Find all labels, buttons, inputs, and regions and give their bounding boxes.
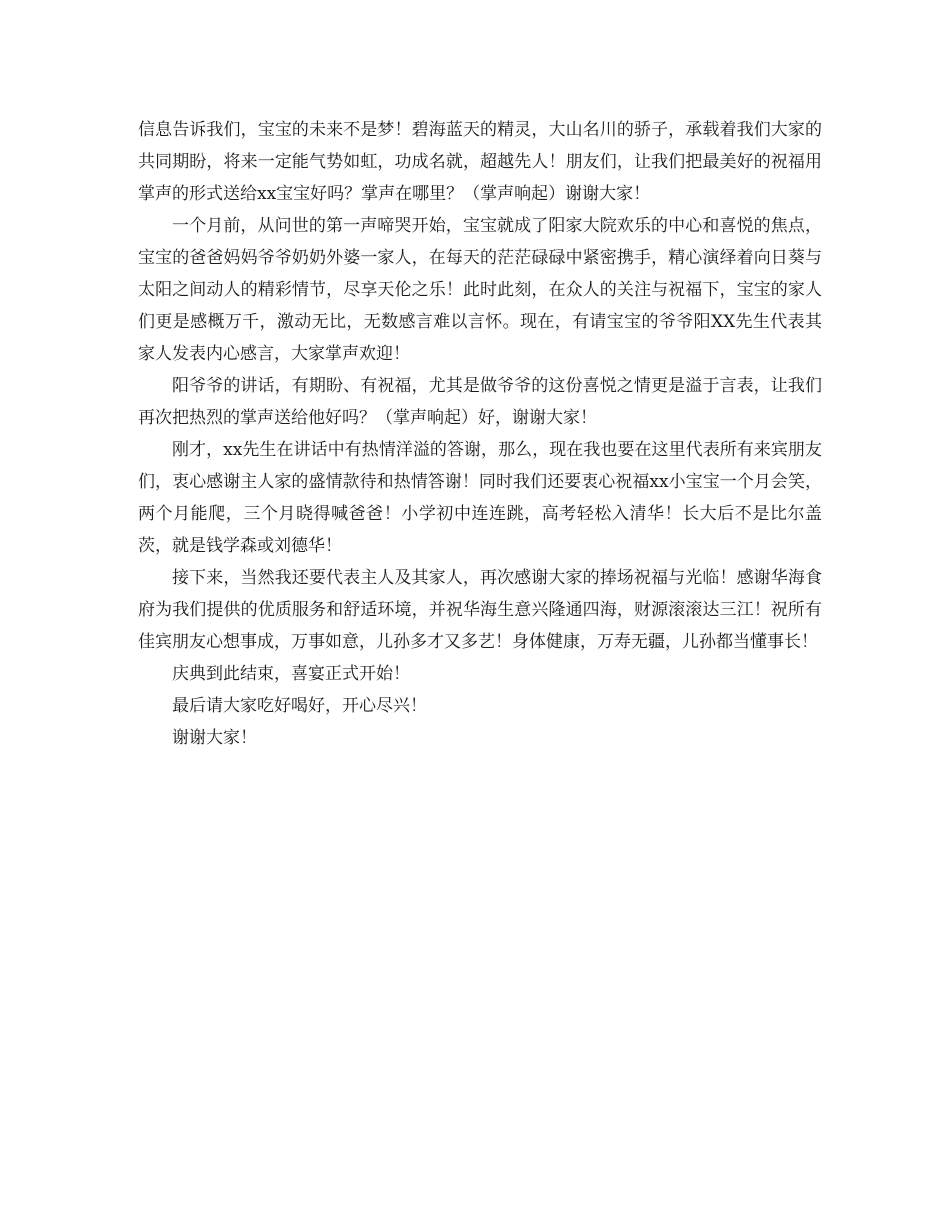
paragraph-thanks-venue: 接下来，当然我还要代表主人及其家人，再次感谢大家的捧场祝福与光临！感谢华海食府为我们提供的优质服务和舒适环境，并祝华海生意兴隆通四海，财源滚滚达三江！祝所有佳宾朋友心想事成，万事如意，儿孙多才又多艺！身体健康，万寿无疆，儿孙都当懂事长！ [138, 568, 822, 652]
paragraph-grandpa-speech: 阳爷爷的讲话，有期盼、有祝福，尤其是做爷爷的这份喜悦之情更是溢于言表，让我们再次把热烈的掌声送给他好吗？（掌声响起）好，谢谢大家！ [138, 376, 822, 428]
paragraph-final-thanks: 谢谢大家！ [172, 728, 257, 748]
paragraph-continued-blessing: 信息告诉我们，宝宝的未来不是梦！碧海蓝天的精灵，大山名川的骄子，承载着我们大家的共同期盼，将来一定能气势如虹，功成名就，超越先人！朋友们，让我们把最美好的祝福用掌声的形式送给xx宝宝好吗？掌声在哪里？（掌声响起）谢谢大家！ [138, 120, 822, 204]
paragraph-thanks-guests: 刚才，xx先生在讲话中有热情洋溢的答谢，那么，现在我也要在这里代表所有来宾朋友们，衷心感谢主人家的盛情款待和热情答谢！同时我们还要衷心祝福xx小宝宝一个月会笑，两个月能爬，三个月晓得喊爸爸！小学初中连连跳，高考轻松入清华！长大后不是比尔盖茨，就是钱学森或刘德华！ [138, 440, 822, 556]
document-body [138, 114, 822, 754]
paragraph-enjoy-meal: 最后请大家吃好喝好，开心尽兴！ [172, 696, 427, 716]
paragraph-one-month-ago: 一个月前，从问世的第一声啼哭开始，宝宝就成了阳家大院欢乐的中心和喜悦的焦点，宝宝的爸爸妈妈爷爷奶奶外婆一家人，在每天的茫茫碌碌中紧密携手，精心演绎着向日葵与太阳之间动人的精彩情节，尽享天伦之乐！此时此刻，在众人的关注与祝福下，宝宝的家人们更是感概万千，激动无比，无数感言难以言怀。现在，有请宝宝的爷爷阳XX先生代表其家人发表内心感言，大家掌声欢迎！ [138, 216, 822, 364]
paragraph-ceremony-end: 庆典到此结束，喜宴正式开始！ [172, 664, 410, 684]
